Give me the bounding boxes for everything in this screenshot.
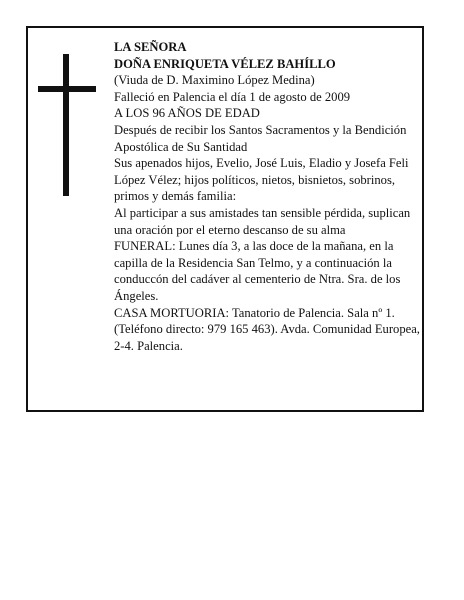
widow-of-line: (Viuda de D. Maximino López Medina)	[114, 73, 315, 88]
request-paragraph: Al participar a sus amistades tan sensible pérdida, suplican una oración por el eterno descanso de su alma	[114, 205, 411, 237]
cross-icon	[38, 54, 96, 196]
cross-vertical-bar	[63, 54, 69, 196]
age-line: A LOS 96 AÑOS DE EDAD	[114, 106, 260, 121]
title-line: LA SEÑORA	[114, 40, 187, 54]
deceased-name: DOÑA ENRIQUETA VÉLEZ BAHÍLLO	[114, 56, 336, 71]
obituary-text	[114, 39, 420, 354]
mortuary-paragraph: CASA MORTUORIA: Tanatorio de Palencia. Sala nº 1. (Teléfono directo: 979 165 463). Avda. Comunidad Europea, 2-4. Palencia.	[114, 305, 420, 353]
family-paragraph: Sus apenados hijos, Evelio, José Luis, Eladio y Josefa Feli López Vélez; hijos políticos, nietos, bisnietos, sobrinos, primos y demás familia:	[114, 156, 409, 204]
cross-horizontal-bar	[38, 86, 96, 92]
sacraments-paragraph: Después de recibir los Santos Sacramentos y la Bendición Apostólica de Su Santidad	[114, 122, 407, 154]
death-line: Falleció en Palencia el día 1 de agosto de 2009	[114, 89, 351, 104]
funeral-paragraph: FUNERAL: Lunes día 3, a las doce de la mañana, en la capilla de la Residencia San Telmo, y a continuación la conduccón del cadáver al cementerio de Ntra. Sra. de los Ángeles.	[114, 239, 401, 303]
